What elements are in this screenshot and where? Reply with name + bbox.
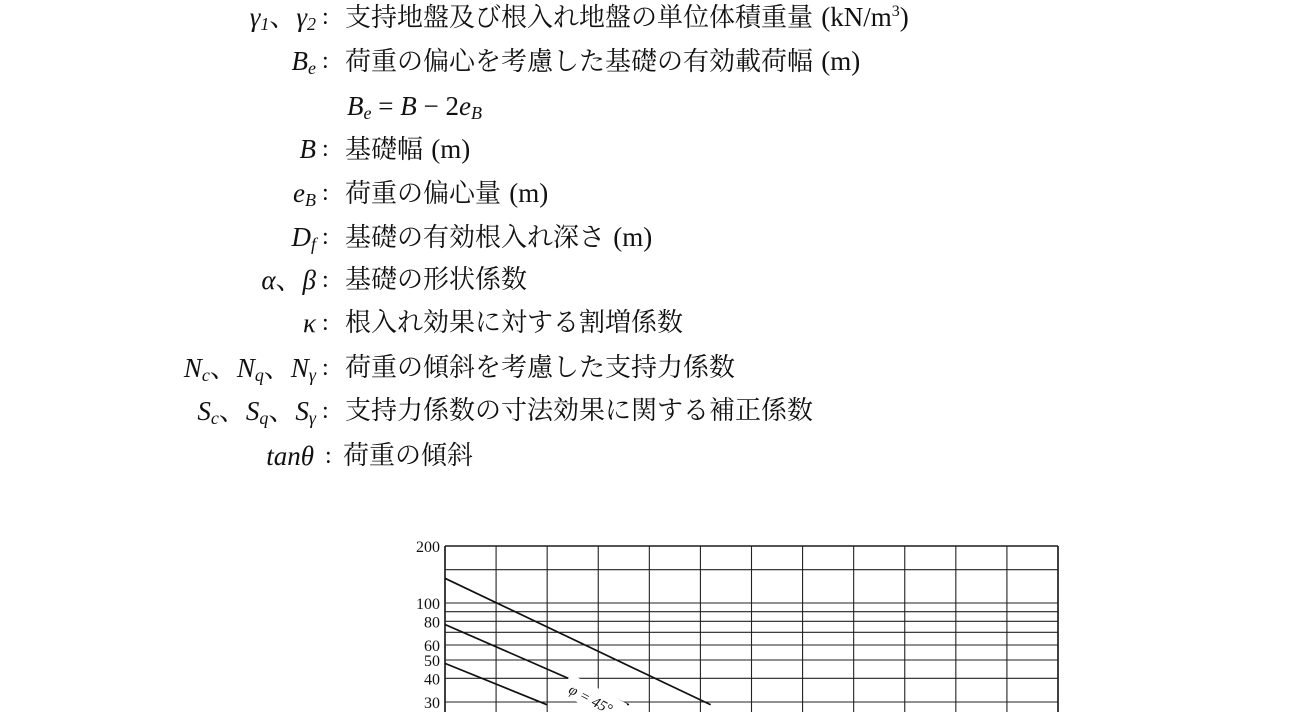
def-symbol: $D_f$ [291, 222, 316, 254]
def-symbol: α、β [261, 265, 316, 295]
def-description: 支持地盤及び根入れ地盤の単位体積重量 $(kN/m^3)$ [345, 2, 909, 33]
def-colon: : [322, 224, 329, 250]
y-tick-label: 200 [416, 539, 440, 556]
def-description: 基礎の有効根入れ深さ (m) [345, 222, 653, 253]
def-description: 荷重の傾斜 [343, 441, 474, 471]
def-eb [0, 173, 1300, 213]
def-colon: : [322, 180, 329, 206]
def-n-factors [0, 348, 1300, 388]
effective-width-formula: $B_e = B - 2e_B$ [347, 91, 482, 123]
def-symbol: $e_B$ [293, 178, 316, 210]
def-tan-theta [0, 436, 1300, 476]
def-symbol: $\gamma_1$、$\gamma_2$ [249, 2, 316, 34]
def-alpha-beta [0, 260, 1300, 300]
def-description: 荷重の傾斜を考慮した支持力係数 [345, 353, 736, 383]
def-b [0, 129, 1300, 169]
y-tick-label: 100 [416, 596, 440, 613]
bearing-capacity-chart [400, 530, 1080, 720]
def-colon: : [322, 4, 329, 30]
y-tick-label: 50 [424, 653, 440, 670]
def-description: 基礎幅 (m) [345, 134, 471, 165]
def-description: 荷重の偏心を考慮した基礎の有効載荷幅 (m) [345, 46, 861, 77]
def-symbol: B [299, 134, 316, 164]
y-tick-label: 40 [424, 671, 440, 689]
def-description: 荷重の偏心量 (m) [345, 178, 549, 209]
def-description: 根入れ効果に対する割増係数 [345, 308, 684, 338]
def-colon: : [322, 48, 329, 74]
def-s-factors [0, 391, 1300, 431]
def-symbol: $B_e$ [291, 46, 316, 78]
def-colon: : [322, 136, 329, 162]
def-symbol: $N_c$、$N_q$、$N_\gamma$ [183, 353, 316, 385]
def-description: 基礎の形状係数 [345, 265, 528, 295]
def-be [0, 41, 1300, 81]
def-colon: : [322, 267, 329, 293]
def-colon: : [325, 443, 332, 469]
def-colon: : [322, 310, 329, 336]
def-kappa [0, 303, 1300, 343]
def-symbol: $S_c$、$S_q$、$S_\gamma$ [197, 396, 316, 428]
def-gamma [0, 0, 1300, 37]
y-tick-label: 30 [424, 695, 440, 713]
def-df [0, 217, 1300, 257]
def-symbol: κ [303, 308, 316, 338]
y-tick-label: 60 [424, 638, 440, 656]
def-symbol: tanθ [266, 441, 314, 471]
y-tick-label: 80 [424, 614, 440, 632]
def-colon: : [322, 398, 329, 424]
series-label-phi-45: φ = 45° [565, 681, 615, 719]
def-colon: : [322, 355, 329, 381]
def-description: 支持力係数の寸法効果に関する補正係数 [345, 396, 814, 426]
